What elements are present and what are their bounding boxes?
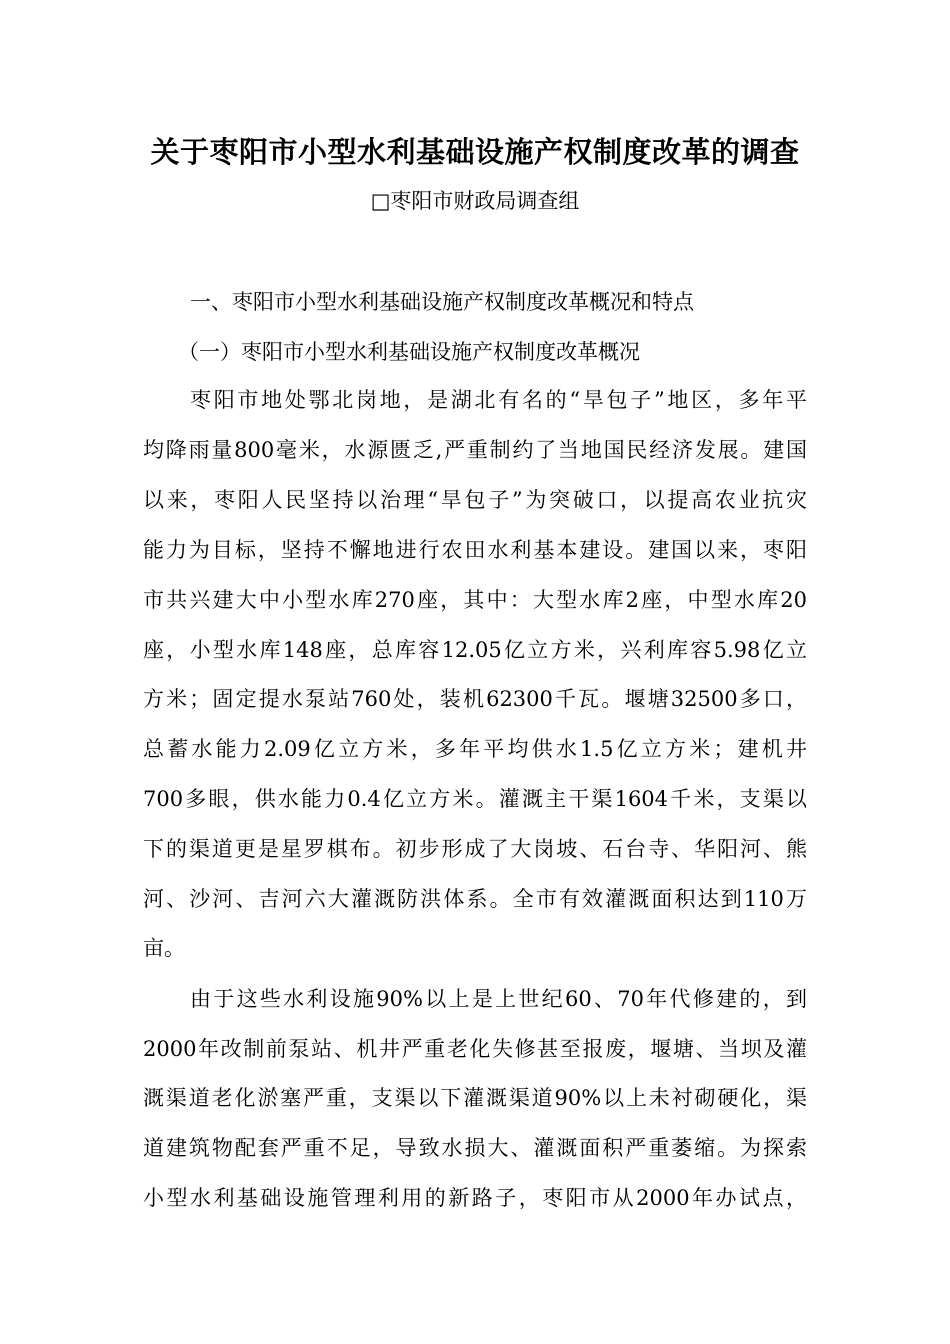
- paragraph-line: 由于这些水利设施90%以上是上世纪60、70年代修建的，到: [190, 987, 807, 1011]
- paragraph-line: 枣阳市地处鄂北岗地，是湖北有名的“旱包子”地区，多年平: [190, 388, 807, 412]
- paragraph-line: 道建筑物配套严重不足，导致水损大、灌溉面积严重萎缩。为探索: [143, 1136, 807, 1160]
- paragraph-line: 亩。: [143, 936, 185, 960]
- section-heading: 一、枣阳市小型水利基础设施产权制度改革概况和特点: [190, 290, 694, 314]
- paragraph-line: 座，小型水库148座，总库容12.05亿立方米，兴利库容5.98亿立: [143, 638, 807, 662]
- paragraph-line: 700多眼，供水能力0.4亿立方米。灌溉主干渠1604千米，支渠以: [143, 787, 807, 811]
- document-title: 关于枣阳市小型水利基础设施产权制度改革的调查: [150, 135, 800, 169]
- paragraph-line: 溉渠道老化淤塞严重，支渠以下灌溉渠道90%以上未衬砌硬化，渠: [143, 1086, 807, 1110]
- subsection-heading: （一）枣阳市小型水利基础设施产权制度改革概况: [178, 340, 640, 364]
- paragraph-line: 总蓄水能力2.09亿立方米，多年平均供水1.5亿立方米；建机井: [143, 737, 807, 761]
- paragraph-line: 下的渠道更是星罗棋布。初步形成了大岗坡、石台寺、华阳河、熊: [143, 837, 807, 861]
- paragraph-line: 均降雨量800毫米，水源匮乏,严重制约了当地国民经济发展。建国: [143, 438, 807, 462]
- paragraph-line: 河、沙河、吉河六大灌溉防洪体系。全市有效灌溉面积达到110万: [143, 887, 807, 911]
- paragraph-line: 市共兴建大中小型水库270座，其中：大型水库2座，中型水库20: [143, 588, 807, 612]
- paragraph-line: 方米；固定提水泵站760处，装机62300千瓦。堰塘32500多口，: [143, 687, 807, 711]
- paragraph-line: 2000年改制前泵站、机井严重老化失修甚至报废，堰塘、当坝及灌: [143, 1037, 807, 1061]
- document-author: □枣阳市财政局调查组: [370, 189, 580, 213]
- paragraph-line: 以来，枣阳人民坚持以治理“旱包子”为突破口，以提高农业抗灾: [143, 488, 807, 512]
- paragraph-line: 小型水利基础设施管理利用的新路子，枣阳市从2000年办试点，: [143, 1186, 807, 1210]
- paragraph-line: 能力为目标，坚持不懈地进行农田水利基本建设。建国以来，枣阳: [143, 538, 807, 562]
